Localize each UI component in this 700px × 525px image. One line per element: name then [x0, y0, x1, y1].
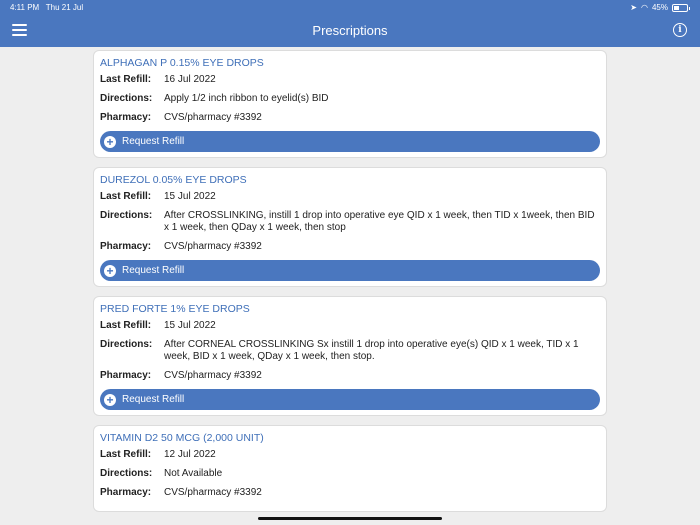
request-refill-button[interactable]	[100, 260, 600, 281]
prescription-card	[93, 296, 607, 416]
directions-value: After CROSSLINKING, instill 1 drop into operative eye QID x 1 week, then TID x 1week, then BID x 1 week, then QDay x 1 week, then stop	[164, 210, 595, 233]
request-refill-button[interactable]	[100, 131, 600, 152]
pharmacy-value: CVS/pharmacy #3392	[164, 112, 262, 123]
prescription-list[interactable]	[93, 50, 607, 521]
last-refill-label: Last Refill:	[100, 74, 152, 85]
directions-row	[100, 93, 600, 105]
last-refill-row	[100, 191, 600, 203]
pharmacy-label: Pharmacy:	[100, 241, 152, 252]
home-indicator[interactable]	[258, 517, 442, 520]
prescription-card	[93, 167, 607, 287]
last-refill-label: Last Refill:	[100, 191, 152, 202]
pharmacy-value: CVS/pharmacy #3392	[164, 370, 262, 381]
nav-bar	[0, 14, 700, 47]
directions-label: Directions:	[100, 210, 153, 221]
directions-value: After CORNEAL CROSSLINKING Sx instill 1 drop into operative eye(s) QID x 1 week, TID x 1 week, BID x 1 week, QDay x 1 week, then stop.	[164, 339, 579, 362]
medication-name: PRED FORTE 1% EYE DROPS	[100, 303, 250, 315]
status-right	[630, 3, 688, 12]
wifi-icon: ◠	[641, 3, 648, 12]
directions-row	[100, 468, 600, 480]
battery-icon	[672, 4, 688, 12]
prescription-card	[93, 50, 607, 158]
plus-circle-icon: +	[104, 394, 116, 406]
status-time-date	[10, 3, 83, 12]
last-refill-row	[100, 449, 600, 461]
pharmacy-label: Pharmacy:	[100, 370, 152, 381]
directions-row	[100, 339, 600, 363]
last-refill-value: 16 Jul 2022	[164, 74, 216, 85]
status-bar	[0, 0, 700, 14]
pharmacy-value: CVS/pharmacy #3392	[164, 241, 262, 252]
medication-name: ALPHAGAN P 0.15% EYE DROPS	[100, 57, 264, 69]
last-refill-label: Last Refill:	[100, 449, 152, 460]
pharmacy-row	[100, 241, 600, 253]
directions-label: Directions:	[100, 93, 153, 104]
status-time: 4:11 PM	[10, 3, 40, 12]
directions-row	[100, 210, 600, 234]
last-refill-value: 12 Jul 2022	[164, 449, 216, 460]
directions-value: Apply 1/2 inch ribbon to eyelid(s) BID	[164, 93, 329, 104]
info-icon[interactable]: i	[673, 23, 687, 37]
request-refill-button[interactable]	[100, 389, 600, 410]
last-refill-label: Last Refill:	[100, 320, 152, 331]
request-refill-label: Request Refill	[122, 394, 185, 405]
prescription-card	[93, 425, 607, 512]
directions-label: Directions:	[100, 339, 153, 350]
directions-label: Directions:	[100, 468, 153, 479]
request-refill-label: Request Refill	[122, 136, 185, 147]
pharmacy-label: Pharmacy:	[100, 487, 152, 498]
status-date: Thu 21 Jul	[45, 3, 84, 12]
last-refill-value: 15 Jul 2022	[164, 191, 216, 202]
last-refill-row	[100, 320, 600, 332]
last-refill-row	[100, 74, 600, 86]
pharmacy-value: CVS/pharmacy #3392	[164, 487, 262, 498]
location-icon: ➤	[630, 3, 637, 12]
plus-circle-icon: +	[104, 136, 116, 148]
last-refill-value: 15 Jul 2022	[164, 320, 216, 331]
pharmacy-row	[100, 487, 600, 499]
pharmacy-label: Pharmacy:	[100, 112, 152, 123]
medication-name: VITAMIN D2 50 MCG (2,000 UNIT)	[100, 432, 264, 444]
pharmacy-row	[100, 112, 600, 124]
directions-value: Not Available	[164, 468, 223, 479]
pharmacy-row	[100, 370, 600, 382]
battery-percent: 45%	[651, 3, 668, 12]
plus-circle-icon: +	[104, 265, 116, 277]
page-title: Prescriptions	[312, 23, 388, 38]
request-refill-label: Request Refill	[122, 265, 185, 276]
medication-name: DUREZOL 0.05% EYE DROPS	[100, 174, 247, 186]
